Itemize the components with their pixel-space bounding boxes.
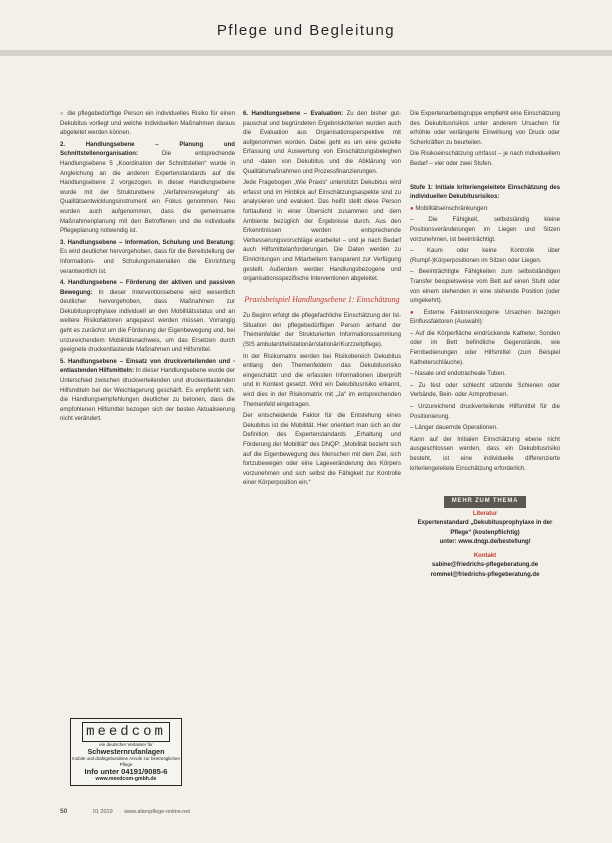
text-column-1 xyxy=(60,110,235,427)
paragraph: In der Risikomatrix werden bei Risikobereich Dekubitus entlang den Themenfeldern das Dekubitusrisiko eingeschätzt und die erfassten Informationen überprüft und in Kontext gesetzt. Wird ein Dekubitusrisiko erkannt, wird dies in der Risikomatrix mit „Ja“ im entsprechenden Themenfeld eingetragen. xyxy=(243,353,401,408)
contact-email-2[interactable]: rommel@friedrichs-pflegeberatung.de xyxy=(430,571,540,578)
ad-logo: meedcom xyxy=(82,722,170,742)
bullet-item: ● Mobilitätseinschränkungen: xyxy=(410,205,489,212)
paragraph: Die Risikoeinschätzung umfasst – je nach individuellem Bedarf – vier oder zwei Stufen. xyxy=(410,151,560,167)
info-reference: Expertenstandard „Dekubitusprophylaxe in der Pflege“ (kostenpflichtig) xyxy=(417,520,553,536)
bullet-item: ● Externe Faktoren/exogene Ursachen bezogen Einflussfaktoren (Auswahl): xyxy=(410,309,560,326)
subheading: 6. Handlungsebene – Evaluation: xyxy=(243,111,344,117)
paragraph: 2. Handlungsebene – Planung und Schnittstellenorganisation: Die entsprechende Handlungsebene 5 „Koordination der Schnittstellen“ wurde in Angleichung an die anderen Expertenstandards auf die Handlungsebene 2 vorgezogen. In dieser Handlungsebene wurde mit der Strukturebene „Verfahrensregelung“ als Qualitätsentwicklungsinstrument ein Fokus genommen. Neu wurden auch aufgenommen, dass die gemeinsame Maßnahmenplanung mit den Betroffenen und die individuelle Pflegeplanung notwendig ist. xyxy=(60,141,235,235)
page-footer xyxy=(60,808,190,815)
info-label: Literatur xyxy=(472,510,498,517)
page-number: 50 xyxy=(60,808,68,815)
subhead-praxisbeispiel: Praxisbeispiel Handlungsebene 1: Einschätzung xyxy=(244,294,400,304)
bullet-icon: ● xyxy=(410,309,424,316)
ad-phone: Info unter 04191/9085-6 xyxy=(84,767,168,776)
text-column-2 xyxy=(243,110,401,491)
list-item: – Kaum oder keine Kontrolle über (Rumpf-)Körperpositionen im Sitzen oder Liegen. xyxy=(410,248,560,264)
list-item: – Zu fest oder schlecht sitzende Schienen oder Verbände, Bein- oder Armprothesen. xyxy=(410,382,560,399)
section-title: Pflege und Begleitung xyxy=(216,22,396,39)
subheading: 4. Handlungsebene – Förderung der aktiven und passiven Bewegung: xyxy=(60,280,235,296)
paragraph: Die Expertenarbeitsgruppe empfiehlt eine Einschätzung des Dekubitusrisikos unter anderem Ursachen für erhöhte oder verlängerte Einwirkung von Druck oder Scherkräften zu beurteilen. xyxy=(410,111,560,146)
info-box xyxy=(410,496,560,580)
website-link[interactable]: www.altenpflege-online.net xyxy=(124,809,190,815)
subheading: 5. Handlungsebene – Einsatz von druckverteilenden und -entlastenden Hilfsmitteln: xyxy=(60,358,235,375)
paragraph: 4. Handlungsebene – Förderung der aktiven und passiven Bewegung: In dieser Interventionsebene wird wesentlich deutlicher hervorgehoben, dass Maßnahmen zur Dekubitusprophylaxe individuell an den Mobilitätsstatus und an weitere Risikofaktoren angepasst werden müssen. Vorrangig geht es zunächst um die Förderung der Eigenbewegung und, bei unzureichendem Mobilitätsnachweis, um das Ersetzen durch geeignete druckentlastende Maßnahmen und Hilfsmittel. xyxy=(60,280,235,354)
arrow-icon: » xyxy=(60,111,64,117)
paragraph: 5. Handlungsebene – Einsatz von druckverteilenden und -entlastenden Hilfsmitteln: In dieser Handlungsebene wurde der Unterschied zwischen druckverteilenden und druckentlastenden Hilfsmitteln bei der Weichlagerung geschärft. Es empfiehlt sich, die Handlungsempfehlungen deutlicher zu betonen, dass die empfohlenen Hilfsmittel bezogen sich der besten Aktualisierung nicht verändert. xyxy=(60,358,235,423)
ad-line: ein deutscher Verlasser für xyxy=(99,742,153,747)
paragraph: Jede Fragebogen „Wie Praxis“ unterstützt Dekubitus wird erfasst und im Hinblick auf Einschätzungsaspekte sind zu analysieren und evaluiert. Das heißt stellt diese Person fortlaufend in einer Übersicht zusammen und dem Ambiente bezüglich der Ergebnisse durch. Aus den Erkenntnissen werden entsprechende Verbesserungsvorschläge erarbeitet – und je nach Bedarf auch Hilfsmittelanforderungen. Die Daten werden zu Einrichtungen und Mitarbeitern transparent zur Verfügung gestellt. Außerdem werden Handlungsbezogene und organisationsspezifische Interventionen abgeleitet. xyxy=(243,180,401,283)
ad-website[interactable]: www.meedcom-gmbh.de xyxy=(95,776,157,782)
info-badge: MEHR ZUM THEMA xyxy=(444,496,527,508)
paragraph: 3. Handlungsebene – Information, Schulung und Beratung: Es wird deutlicher hervorgehoben, dass für die Bereitstellung der Informations- und Schulungsmaterialien die Einrichtung verantwortlich ist. xyxy=(60,239,235,275)
list-item: – Beeinträchtigte Fähigkeiten zum selbstständigen Transfer beispielsweise vom Bett auf einen Stuhl oder von einem stehenden in eine stehende Position (oder umgekehrt). xyxy=(410,269,560,305)
advertisement xyxy=(70,718,182,786)
paragraph: Kann auf der Initialen Einschätzung ebene nicht ausgeschlossen werden, dass ein Dekubitusrisiko besteht, ist eine individuelle differenzierte kriteriengeleitete Einschätzung erforderlich. xyxy=(410,436,560,472)
subheading: 3. Handlungsebene – Information, Schulung und Beratung: xyxy=(60,239,235,246)
issue-label: 01 2019 xyxy=(92,809,113,815)
paragraph: 6. Handlungsebene – Evaluation: Zu den bisher gut-pauschal und begründeten Ergebniskriterien wurden auch die Evaluation aus Organisationsperspektive mit aufgenommen worden. Dabei geht es um eine gezielte Erfassung und Auswertung von Einschätzungsbeleghen und -daten von Dekubitus und die Abklärung von Qualitätsmaßnahmen und Prozessfinanzierungen. xyxy=(243,111,401,175)
paragraph: » die pflegebedürftige Person ein individuelles Risiko für einen Dekubitus vorliegt und welche individuellen Maßnahmen daraus abgeleitet werden können. xyxy=(60,111,235,137)
list-item: – Unzureichend druckverteilende Hilfsmittel für die Positionierung. xyxy=(410,404,560,420)
header-rule xyxy=(0,50,612,56)
contact-label: Kontakt xyxy=(473,552,497,559)
list-item: – Die Fähigkeit, selbstständig kleine Positionsveränderungen im Liegen und Sitzen vorzunehmen, ist beeinträchtigt. xyxy=(410,217,560,243)
list-item: – Nasale und endotracheale Tuben. xyxy=(410,371,506,378)
text-column-3 xyxy=(410,110,560,580)
contact-email-1[interactable]: sabine@friedrichs-pflegeberatung.de xyxy=(431,562,539,569)
bullet-icon: ● xyxy=(410,205,416,212)
ad-line: mobile und drahtgebundene Anrufe zur bestmöglichen Pflege xyxy=(71,756,181,767)
info-link[interactable]: unter: www.dnqp.de/bestellung/ xyxy=(439,539,531,546)
list-item: – Länger dauernde Operationen. xyxy=(410,425,498,432)
paragraph: Zu Beginn erfolgt die pflegefachliche Einschätzung der Ist-Situation der pflegebedürftigen Person anhand der Themenfelder der Strukturierten Informationssammlung (SIS ambulant/teilstationär/stationär/Kurzzeitpflege). xyxy=(243,313,401,348)
subheading: 2. Handlungsebene – Planung und Schnittstellenorganisation: xyxy=(60,141,235,158)
paragraph: Der entscheidende Faktor für die Entstehung eines Dekubitus ist die Mobilität. Hier orientiert man sich an der Definition des Expertenstandards „Erhaltung und Förderung der Mobilität“ des DNQP: „Mobilität bezieht sich auf die Eigenbewegung des Menschen mit dem Ziel, sich fortzubewegen oder eine Lageveränderung des Körpers vorzunehmen und sich selbst die Fähigkeit zur Kontrolle einer Körperposition ein.“ xyxy=(243,413,401,487)
subheading: Stufe 1: Initiale kriteriengeleitete Einschätzung des individuellen Dekubitusrisikos: xyxy=(410,184,560,201)
ad-headline: Schwesternrufanlagen xyxy=(87,747,165,756)
list-item: – Auf die Körperfläche eindrückende Katheter, Sonden oder im Bett befindliche Gegenstände, wie Fernbedienungen oder Hilfsmittel (zum Beispiel Katheterschläuche). xyxy=(410,330,560,366)
